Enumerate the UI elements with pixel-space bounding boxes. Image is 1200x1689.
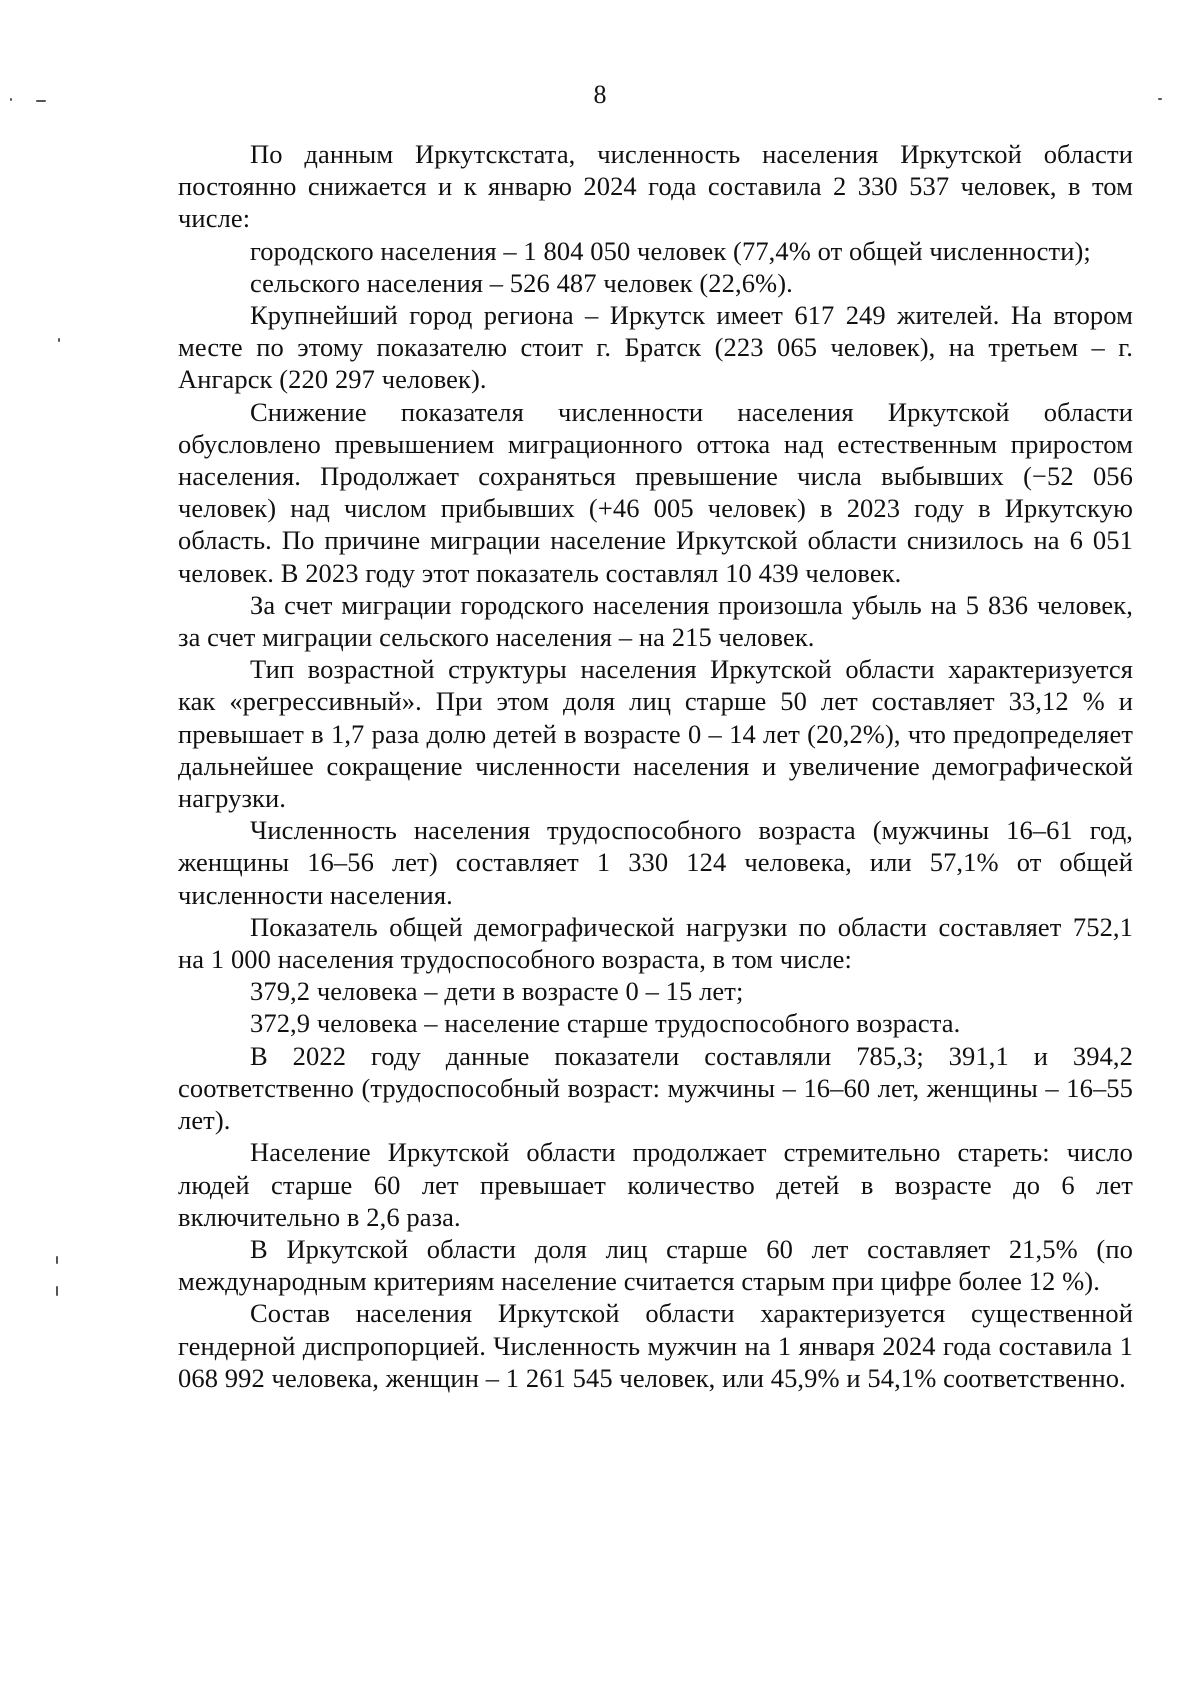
scan-artifact bbox=[10, 98, 12, 101]
paragraph: Снижение показателя численности населения Иркутской области обусловлено превышением миграционного оттока над естественным приростом населения. Продолжает сохраняться превышение числа выбывших (−52 056 человек) над числом прибывших (+46 005 человек) в 2023 году в Иркутскую область. По причине миграции население Иркутской области снизилось на 6 051 человек. В 2023 году этот показатель составлял 10 439 человек. bbox=[178, 396, 1133, 588]
paragraph: По данным Иркутскстата, численность населения Иркутской области постоянно снижается и к январю 2024 года составила 2 330 537 человек, в том числе: bbox=[178, 139, 1133, 234]
document-body bbox=[178, 138, 1133, 1394]
scan-artifact bbox=[58, 338, 60, 342]
scan-artifact bbox=[56, 1256, 58, 1264]
paragraph: Население Иркутской области продолжает стремительно стареть: число людей старше 60 лет превышает количество детей в возрасте до 6 лет включительно в 2,6 раза. bbox=[178, 1137, 1133, 1232]
paragraph: сельского населения – 526 487 человек (22,6%). bbox=[250, 267, 793, 298]
paragraph: Численность населения трудоспособного возраста (мужчины 16–61 год, женщины 16–56 лет) составляет 1 330 124 человека, или 57,1% от общей численности населения. bbox=[178, 815, 1133, 910]
paragraph: Крупнейший город региона – Иркутск имеет 617 249 жителей. На втором месте по этому показателю стоит г. Братск (223 065 человек), на третьем – г. Ангарск (220 297 человек). bbox=[178, 300, 1133, 395]
paragraph: Показатель общей демографической нагрузки по области составляет 752,1 на 1 000 населения трудоспособного возраста, в том числе: bbox=[178, 911, 1133, 975]
scan-artifact bbox=[56, 1286, 58, 1296]
paragraph: Состав населения Иркутской области характеризуется существенной гендерной диспропорцией. Численность мужчин на 1 января 2024 года составила 1 068 992 человека, женщин – 1 261 545 человек, или 45,9% и 54,1% соответственно. bbox=[178, 1298, 1133, 1393]
page-number: 8 bbox=[593, 80, 607, 109]
paragraph: Тип возрастной структуры населения Иркутской области характеризуется как «регрессивный». При этом доля лиц старше 50 лет составляет 33,12 % и превышает в 1,7 раза долю детей в возрасте 0 – 14 лет (20,2%), что предопределяет дальнейшее сокращение численности населения и увеличение демографической нагрузки. bbox=[178, 654, 1133, 814]
paragraph: 379,2 человека – дети в возрасте 0 – 15 лет; bbox=[250, 976, 744, 1007]
paragraph: 372,9 человека – население старше трудоспособного возраста. bbox=[250, 1008, 961, 1039]
scan-artifact bbox=[1158, 98, 1162, 100]
paragraph: В Иркутской области доля лиц старше 60 лет составляет 21,5% (по международным критериям население считается старым при цифре более 12 %). bbox=[178, 1233, 1133, 1297]
paragraph: В 2022 году данные показатели составляли 785,3; 391,1 и 394,2 соответственно (трудоспособный возраст: мужчины – 16–60 лет, женщины – 16–55 лет). bbox=[178, 1040, 1133, 1136]
scan-artifact bbox=[36, 100, 46, 102]
paragraph: За счет миграции городского населения произошла убыль на 5 836 человек, за счет миграции сельского населения – на 215 человек. bbox=[178, 589, 1133, 653]
paragraph: городского населения – 1 804 050 человек (77,4% от общей численности); bbox=[250, 235, 1091, 266]
